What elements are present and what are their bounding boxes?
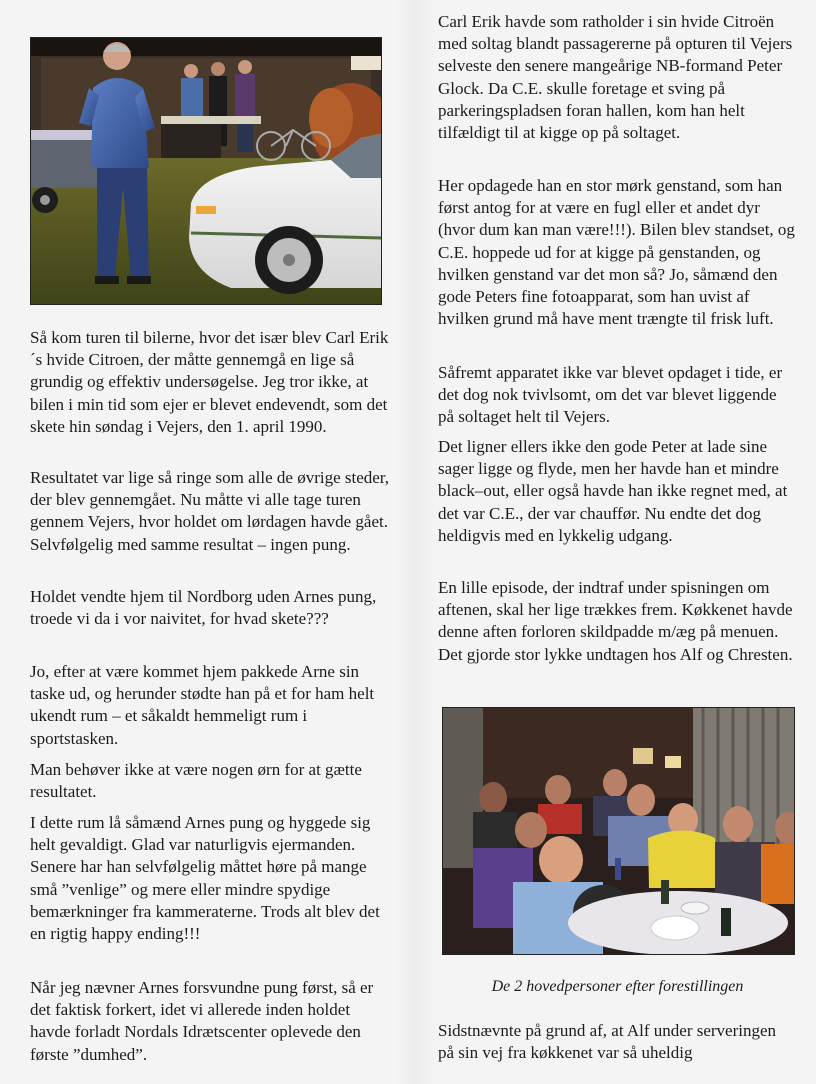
right-paragraph-4: Det ligner ellers ikke den gode Peter at lade sine sager ligge og flyde, men her havde han et mindre black–out, eller også havde han ikke regnet med, at det var C.E., der var chauffør. Nu endte det dog heldigvis med en lykkelig udgang. bbox=[438, 437, 788, 545]
photo-dinner-indoor bbox=[442, 707, 795, 955]
left-paragraph-1: Så kom turen til bilerne, hvor det især blev Carl Erik´s hvide Citroen, der måtte gennemgå en lige så grundig og effektiv undersøgelse. Jeg tror ikke, at bilen i min tid som ejer er blevet endevendt, som det skete hin søndag i Vejers, den 1. april 1990. bbox=[30, 328, 389, 436]
right-paragraph-6: Sidstnævnte på grund af, at Alf under serveringen på sin vej fra køkkenet var så uheldig bbox=[438, 1021, 777, 1063]
right-paragraph-5: En lille episode, der indtraf under spisningen om aftenen, skal her lige trækkes frem. Køkkenet havde denne aften forloren skildpadde m/æg på menuen. Det gjorde stor lykke undtagen hos Alf og Chresten. bbox=[438, 578, 793, 664]
right-paragraph-1: Carl Erik havde som ratholder i sin hvide Citroën med soltag blandt passagererne på opturen til Vejers selveste den senere mangeårige NB-formand Peter Glock. Da C.E. skulle foretage et sving på parkeringspladsen foran hallen, kom han helt tilfældigt til at kigge op på soltaget. bbox=[438, 12, 793, 143]
left-paragraph-5: Man behøver ikke at være nogen ørn for at gætte resultatet. bbox=[30, 760, 362, 802]
left-paragraph-2: Resultatet var lige så ringe som alle de øvrige steder, der blev gennemgået. Nu måtte vi alle tage turen gennem Vejers, hvor holdet om lørdagen havde gået. Selvfølgelig med samme resultat – ingen pung. bbox=[30, 468, 390, 554]
page-gutter bbox=[394, 0, 436, 1084]
photo-car-outdoor bbox=[30, 37, 382, 305]
right-paragraph-3: Såfremt apparatet ikke var blevet opdaget i tide, er det dog nok tvivlsomt, om det var blevet liggende på soltaget helt til Vejers. bbox=[438, 363, 783, 427]
left-paragraph-3: Holdet vendte hjem til Nordborg uden Arnes pung, troede vi da i vor naivitet, for hvad skete??? bbox=[30, 587, 377, 629]
left-paragraph-7: Når jeg nævner Arnes forsvundne pung først, så er det faktisk forkert, idet vi allerede inden holdet havde forladt Nordals Idrætscenter oplevede den første ”dumhed”. bbox=[30, 978, 374, 1064]
photo-caption: De 2 hovedpersoner efter forestillingen bbox=[491, 978, 744, 995]
right-paragraph-2: Her opdagede han en stor mørk genstand, som han først antog for at være en fugl eller et andet dyr (hvor dum kan man være!!!). Bilen blev standset, og C.E. hoppede ud for at kigge på genstanden, og hvilken genstand var det mon så? Jo, såmænd den gode Peters fine fotoapparat, som han uvist af hvilken grund må have ment trængte til frisk luft. bbox=[438, 176, 795, 329]
left-paragraph-6: I dette rum lå såmænd Arnes pung og hyggede sig helt gevaldigt. Glad var naturligvis ejermanden. Senere har han selvfølgelig måttet høre på mange små ”venlige” og mere eller mindre spydige bemærkninger fra kammeraterne. Trods alt blev det en rigtig happy ending!!! bbox=[30, 813, 380, 944]
left-paragraph-4: Jo, efter at være kommet hjem pakkede Arne sin taske ud, og herunder stødte han på et for ham helt ukendt rum – et såkaldt hemmeligt rum i sportstasken. bbox=[30, 662, 375, 748]
